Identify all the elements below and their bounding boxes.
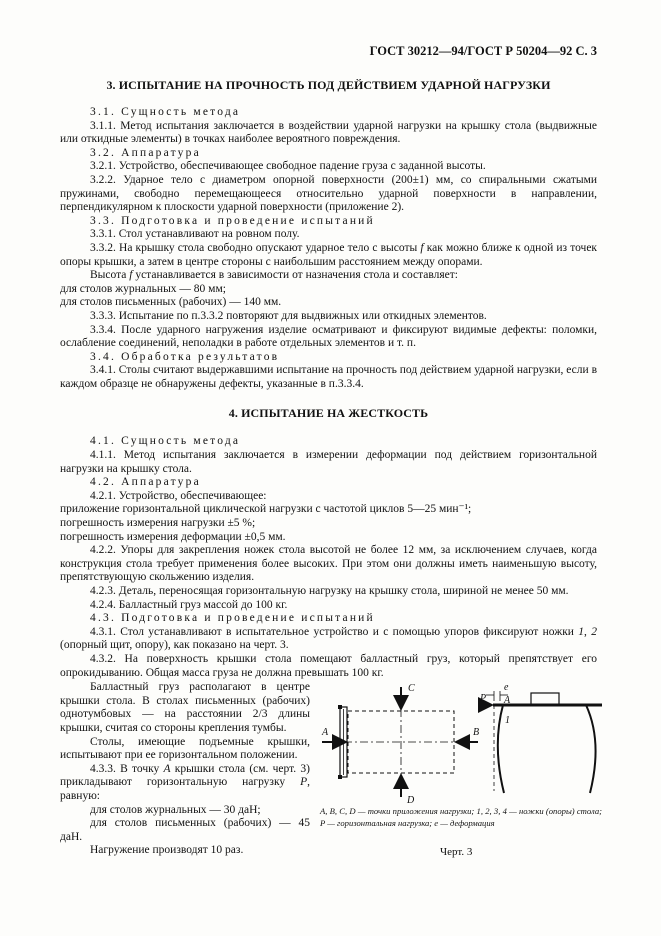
leg-number: 2 (591, 625, 598, 638)
clause-4-2-3: 4.2.3. Деталь, переносящая горизонтальную нагрузку на крышку стола, шириной не менее 50 мм. (90, 585, 569, 597)
height-desk: для столов письменных (рабочих) — 140 мм. (60, 296, 282, 309)
clause-3-4-1: 3.4.1. Столы считают выдержавшими испытание на прочность под действием ударной нагрузки, если в каждом образце не обнаружены дефекты, указанные в п.3.3.4. (60, 364, 597, 390)
height-journal: для столов журнальных — 80 мм; (60, 282, 226, 295)
clause-3-4: 3.4. Обработка результатов (90, 350, 280, 363)
clause-4-1-1: 4.1.1. Метод испытания заключается в измерении деформации под действием горизонтальной нагрузки на крышку стола. (60, 449, 597, 475)
figure-caption: A, B, C, D — точки приложения нагрузки; 1, 2, 3, 4 — ножки (опоры) стола; P — горизонтальная нагрузка; e — деформация (320, 806, 602, 829)
text: Высота (90, 269, 130, 282)
figure-3 (318, 681, 604, 876)
load-journal: для столов журнальных — 30 даН; (90, 803, 261, 816)
label-e: e (504, 682, 509, 694)
text: как можно ближе к одной из точек опоры крышки, а затем в центре стороны с наибольшим расстоянием между опорами. (60, 241, 598, 268)
label-B: B (473, 727, 480, 739)
clause-4-3: 4.3. Подготовка и проведение испытаний (90, 612, 375, 625)
clause-3-3-1: 3.3.1. Стол устанавливают на ровном полу. (90, 228, 300, 241)
ballast-position: Балластный груз располагают в центре крышки стола. В столах письменных (рабочих) однотумбовых — на расстоянии 2/3 длины крышки, считая со стороны крепления тумбы. (60, 681, 310, 734)
label-leg-1: 1 (505, 715, 510, 727)
figure-title: Черт. 3 (440, 846, 473, 859)
height-intro (60, 269, 597, 283)
figure-3-drawing (318, 681, 604, 805)
text: устанавливается в зависимости от назначения стола и составляет: (132, 269, 459, 282)
point-symbol: А (163, 762, 171, 775)
clause-3-1-1: 3.1.1. Метод испытания заключается в воздействии ударной нагрузки на крышку стола (выдвижные или откидные элементы) в точках наиболее вероятного повреждения. (60, 119, 597, 146)
clause-3-2-2: 3.2.2. Ударное тело с диаметром опорной поверхности (200±1) мм, со спиральными сжатыми пружинами, свободно перемещающееся относительно ударной поверхности в направлении, перпендикулярном к плоскости ударной поверхности (приложение 2). (60, 173, 597, 214)
height-symbol: f (420, 241, 424, 254)
load-desk: для столов письменных (рабочих) — 45 даН. (60, 817, 310, 843)
lift-top-note: Столы, имеющие подъемные крышки, испытывают при ее горизонтальном положении. (60, 735, 310, 762)
clause-4-2-1-a: приложение горизонтальной циклической нагрузки с частотой циклов 5—25 мин⁻¹; (60, 503, 472, 516)
label-A-side: A (504, 695, 511, 707)
text: 4.3.3. В точку (90, 762, 164, 775)
clause-4-2-1-b: погрешность измерения нагрузки ±5 %; (60, 517, 256, 530)
label-A: A (322, 727, 329, 739)
label-C: C (408, 683, 415, 695)
clause-4-3-2: 4.3.2. На поверхность крышки стола помещают балластный груз, который препятствует его опрокидыванию. Общая масса груза не должна превышать 100 кг. (60, 652, 597, 679)
plan-view (321, 683, 479, 805)
section-3-title: 3. ИСПЫТАНИЕ НА ПРОЧНОСТЬ ПОД ДЕЙСТВИЕМ УДАРНОЙ НАГРУЗКИ (106, 78, 551, 92)
clause-4-3-3 (60, 763, 310, 804)
page-header: ГОСТ 30212—94/ГОСТ Р 50204—92 С. 3 (369, 44, 597, 58)
height-symbol: f (129, 269, 133, 282)
clause-4-1: 4.1. Сущность метода (90, 435, 241, 448)
text: крышки стола (см. черт. 3) прикладывают горизонтальную нагрузку (60, 762, 310, 789)
clause-4-2: 4.2. Аппаратура (90, 476, 201, 489)
text: , равную: (60, 776, 310, 802)
clause-3-3-4: 3.3.4. После ударного нагружения изделие осматривают и фиксируют видимые дефекты: поломки, ослабление соединений, неполадки в работе отдельных элементов и т. п. (60, 323, 597, 350)
clause-4-2-2: 4.2.2. Упоры для закрепления ножек стола высотой не более 12 мм, за исключением случаев, когда конструкция стола требует применения более высоких. При этом они должны иметь наименьшую высоту, препятствующую скольжению изделия. (60, 544, 597, 584)
clause-4-3-1 (60, 626, 597, 653)
clause-3-3-3: 3.3.3. Испытание по п.3.3.2 повторяют для выдвижных или откидных элементов. (90, 309, 487, 322)
left-column (60, 681, 310, 858)
clause-3-1: 3.1. Сущность метода (90, 106, 241, 118)
clause-4-2-1: 4.2.1. Устройство, обеспечивающее: (90, 489, 267, 502)
label-D: D (407, 795, 415, 806)
section-4-title: 4. ИСПЫТАНИЕ НА ЖЕСТКОСТЬ (228, 406, 429, 421)
clause-3-2: 3.2. Аппаратура (90, 146, 201, 159)
clause-4-2-1-c: погрешность измерения деформации ±0,5 мм. (60, 530, 286, 543)
text: 4.3.1. Стол устанавливают в испытательное устройство и с помощью упоров фиксируют ножки (90, 625, 579, 638)
figure-block (60, 681, 602, 876)
load-repeat: Нагружение производят 10 раз. (90, 844, 244, 857)
clause-3-3-2 (60, 242, 597, 269)
clause-4-2-4: 4.2.4. Балластный груз массой до 100 кг. (90, 598, 288, 611)
side-view (479, 682, 602, 793)
text: (опорный щит, опору), как показано на черт. 3. (60, 639, 289, 652)
clause-3-3: 3.3. Подготовка и проведение испытаний (90, 214, 375, 227)
clause-3-2-1: 3.2.1. Устройство, обеспечивающее свободное падение груза с заданной высоты. (90, 160, 486, 173)
leg-number: 1 (578, 625, 585, 638)
label-P: P (480, 693, 487, 705)
text: , (584, 625, 592, 638)
page (60, 44, 602, 876)
load-symbol: Р (300, 776, 308, 789)
text: 3.3.2. На крышку стола свободно опускают ударное тело с высоты (90, 241, 421, 254)
